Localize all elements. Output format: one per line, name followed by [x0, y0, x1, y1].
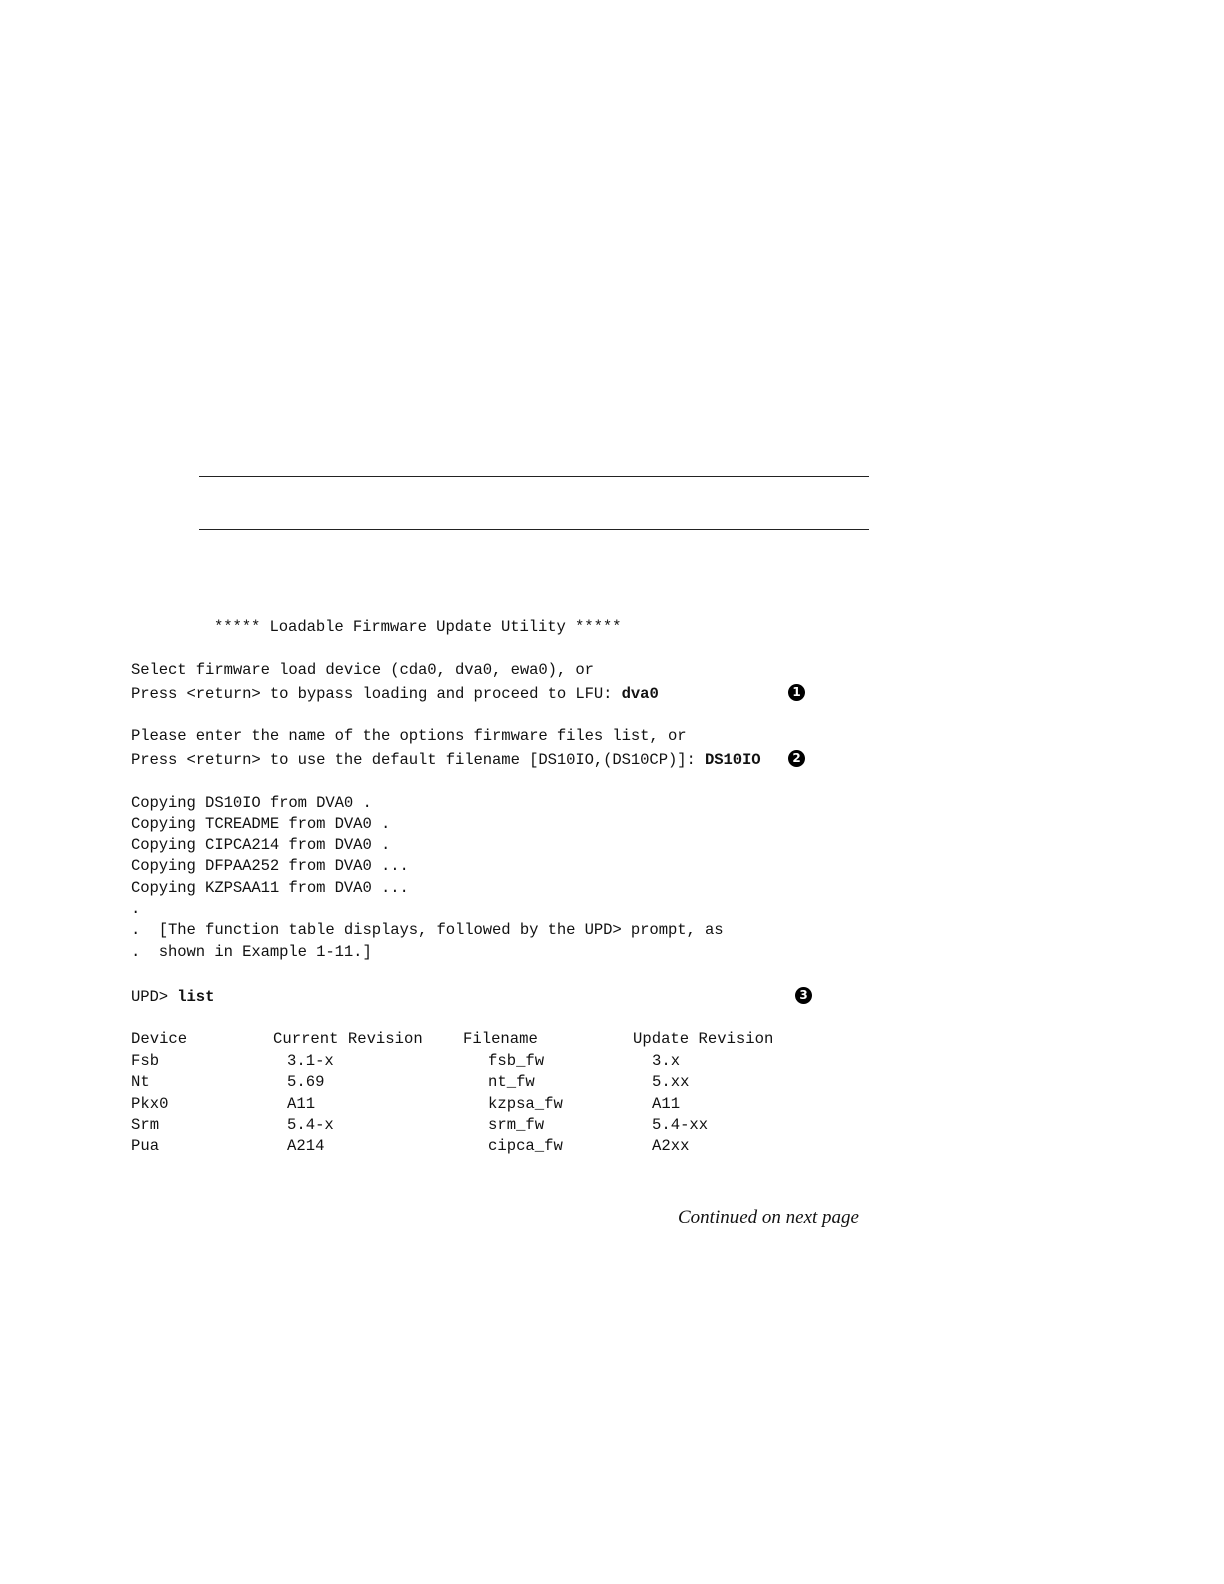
- ellipsis-line: . shown in Example 1-11.]: [131, 943, 372, 961]
- table-cell-update-revision: 5.4-xx: [652, 1116, 709, 1134]
- table-cell-filename: nt_fw: [488, 1073, 535, 1091]
- table-cell-filename: kzpsa_fw: [488, 1095, 563, 1113]
- table-cell-current-revision: 3.1-x: [287, 1052, 334, 1070]
- load-device-prompt-line2: [131, 687, 659, 703]
- load-device-prompt-line1: Select firmware load device (cda0, dva0, ewa0), or: [131, 661, 594, 679]
- table-cell-filename: cipca_fw: [488, 1137, 563, 1155]
- copy-line: Copying DFPAA252 from DVA0 ...: [131, 857, 409, 875]
- table-header-filename: Filename: [463, 1030, 538, 1048]
- table-cell-device: Fsb: [131, 1052, 160, 1070]
- continued-footer: Continued on next page: [678, 1207, 859, 1228]
- callout-3-icon: 3: [795, 987, 812, 1004]
- table-cell-filename: fsb_fw: [488, 1052, 545, 1070]
- bottom-rule: [199, 529, 869, 530]
- callout-1-icon: 1: [788, 684, 805, 701]
- table-header-current-revision: Current Revision: [273, 1030, 423, 1048]
- table-cell-device: Pua: [131, 1137, 160, 1155]
- files-list-prompt-line2: [131, 753, 761, 769]
- table-cell-device: Pkx0: [131, 1095, 169, 1113]
- callout-2-icon: 2: [788, 750, 805, 767]
- ellipsis-line: . [The function table displays, followed by the UPD> prompt, as: [131, 921, 724, 939]
- table-cell-current-revision: A11: [287, 1095, 316, 1113]
- table-header-device: Device: [131, 1030, 188, 1048]
- table-cell-filename: srm_fw: [488, 1116, 545, 1134]
- ellipsis-line: .: [131, 900, 141, 918]
- copy-line: Copying DS10IO from DVA0 .: [131, 794, 372, 812]
- files-list-input: DS10IO: [704, 751, 761, 769]
- table-cell-device: Srm: [131, 1116, 160, 1134]
- copy-line: Copying CIPCA214 from DVA0 .: [131, 836, 391, 854]
- copy-line: Copying TCREADME from DVA0 .: [131, 815, 391, 833]
- table-cell-update-revision: A11: [652, 1095, 681, 1113]
- load-device-input: dva0: [621, 685, 659, 703]
- table-cell-device: Nt: [131, 1073, 150, 1091]
- table-cell-current-revision: 5.4-x: [287, 1116, 334, 1134]
- top-rule: [199, 476, 869, 477]
- upd-command-line: [131, 990, 214, 1006]
- upd-command: list: [177, 988, 215, 1006]
- upd-prompt: UPD>: [131, 988, 178, 1006]
- copy-line: Copying KZPSAA11 from DVA0 ...: [131, 879, 409, 897]
- table-cell-update-revision: 3.x: [652, 1052, 681, 1070]
- files-list-prompt-line1: Please enter the name of the options firmware files list, or: [131, 727, 687, 745]
- utility-banner: ***** Loadable Firmware Update Utility *****: [214, 618, 622, 636]
- table-cell-update-revision: 5.xx: [652, 1073, 690, 1091]
- table-cell-update-revision: A2xx: [652, 1137, 690, 1155]
- load-device-prompt-text: Press <return> to bypass loading and proceed to LFU:: [131, 685, 622, 703]
- table-cell-current-revision: A214: [287, 1137, 325, 1155]
- files-list-prompt-text: Press <return> to use the default filename [DS10IO,(DS10CP)]:: [131, 751, 705, 769]
- table-cell-current-revision: 5.69: [287, 1073, 325, 1091]
- table-header-update-revision: Update Revision: [633, 1030, 774, 1048]
